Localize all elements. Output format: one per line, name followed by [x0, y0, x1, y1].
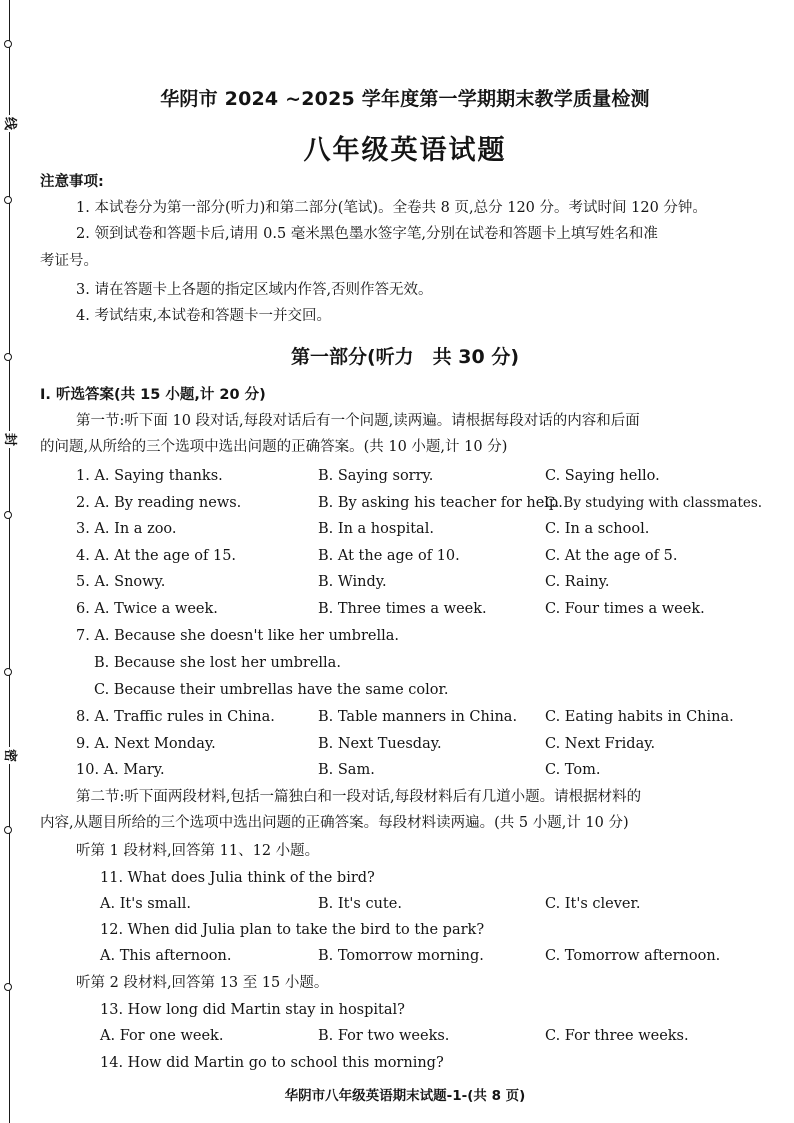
- option-b: B. Next Tuesday.: [318, 736, 442, 752]
- option-c: C. Rainy.: [545, 574, 610, 590]
- option-c: C. At the age of 5.: [545, 548, 678, 564]
- option-c: C. Saying hello.: [545, 468, 660, 484]
- question-row: [40, 599, 770, 619]
- option-a: 6. A. Twice a week.: [76, 601, 218, 617]
- option-b: B. It's cute.: [318, 896, 402, 912]
- option-b: B. Sam.: [318, 762, 375, 778]
- subject-title: 八年级英语试题: [303, 135, 507, 166]
- material-2-instruction: 听第 2 段材料,回答第 13 至 15 小题。: [76, 975, 329, 991]
- option-b: B. At the age of 10.: [318, 548, 460, 564]
- note-item: 3. 请在答题卡上各题的指定区域内作答,否则作答无效。: [76, 282, 433, 298]
- binding-margin: [0, 0, 30, 1123]
- q7-option-a: 7. A. Because she doesn't like her umbrella.: [76, 628, 399, 644]
- option-a: 9. A. Next Monday.: [76, 736, 216, 752]
- section-title: Ⅰ. 听选答案(共 15 小题,计 20 分): [40, 387, 266, 403]
- option-a: 5. A. Snowy.: [76, 574, 166, 590]
- option-b: B. By asking his teacher for help.: [318, 495, 563, 511]
- option-b: B. For two weeks.: [318, 1028, 450, 1044]
- binding-hole-marker: [4, 983, 12, 991]
- question-row: [40, 734, 770, 754]
- option-a: A. For one week.: [100, 1028, 224, 1044]
- note-item-continued: 考证号。: [40, 253, 98, 269]
- question-row: [40, 894, 770, 914]
- q14-stem: 14. How did Martin go to school this morning?: [100, 1055, 444, 1071]
- q13-stem: 13. How long did Martin stay in hospital?: [100, 1002, 405, 1018]
- section2-instructions: 第二节:听下面两段材料,包括一篇独白和一段对话,每段材料后有几道小题。请根据材料的: [76, 789, 642, 805]
- binding-hole-marker: [4, 353, 12, 361]
- section1-instructions-cont: 的问题,从所给的三个选项中选出问题的正确答案。(共 10 小题,计 10 分): [40, 439, 508, 455]
- margin-label-seal: 封: [2, 432, 17, 446]
- question-row: [40, 1026, 770, 1046]
- option-b: B. Tomorrow morning.: [318, 948, 484, 964]
- option-a: 4. A. At the age of 15.: [76, 548, 237, 564]
- option-a: 1. A. Saying thanks.: [76, 468, 223, 484]
- margin-label-secret: 密: [2, 748, 17, 762]
- section2-instructions-cont: 内容,从题目所给的三个选项中选出问题的正确答案。每段材料读两遍。(共 5 小题,计 10 分): [40, 815, 629, 831]
- margin-label-line: 线: [2, 116, 17, 130]
- material-1-instruction: 听第 1 段材料,回答第 11、12 小题。: [76, 843, 320, 859]
- option-c: C. In a school.: [545, 521, 650, 537]
- option-c: C. Tom.: [545, 762, 601, 778]
- question-row: [40, 546, 770, 566]
- option-b: B. Table manners in China.: [318, 709, 518, 725]
- part1-heading: 第一部分(听力 共 30 分): [290, 346, 520, 368]
- q12-stem: 12. When did Julia plan to take the bird to the park?: [100, 922, 485, 938]
- exam-page: [40, 0, 770, 1123]
- question-row: [40, 707, 770, 727]
- binding-hole-marker: [4, 668, 12, 676]
- note-item: 2. 领到试卷和答题卡后,请用 0.5 毫米黑色墨水签字笔,分别在试卷和答题卡上填写姓名和准: [76, 226, 658, 242]
- question-row: [40, 760, 770, 780]
- binding-hole-marker: [4, 511, 12, 519]
- page-footer: 华阴市八年级英语期末试题-1-(共 8 页): [284, 1088, 526, 1104]
- exam-title: 华阴市 2024 ~2025 学年度第一学期期末教学质量检测: [160, 88, 650, 110]
- option-a: 2. A. By reading news.: [76, 495, 242, 511]
- option-b: B. In a hospital.: [318, 521, 434, 537]
- option-c: C. It's clever.: [545, 896, 641, 912]
- option-c: C. For three weeks.: [545, 1028, 689, 1044]
- question-row: [40, 519, 770, 539]
- binding-hole-marker: [4, 196, 12, 204]
- option-b: B. Saying sorry.: [318, 468, 434, 484]
- option-b: B. Windy.: [318, 574, 387, 590]
- option-a: A. It's small.: [100, 896, 192, 912]
- section1-instructions: 第一节:听下面 10 段对话,每段对话后有一个问题,读两遍。请根据每段对话的内容和后面: [76, 413, 640, 429]
- option-c: C. Eating habits in China.: [545, 709, 734, 725]
- q7-option-c: C. Because their umbrellas have the same color.: [94, 682, 449, 698]
- option-b: B. Three times a week.: [318, 601, 487, 617]
- option-c: C. Tomorrow afternoon.: [545, 948, 721, 964]
- option-a: 3. A. In a zoo.: [76, 521, 177, 537]
- question-row: [40, 493, 770, 513]
- note-item: 1. 本试卷分为第一部分(听力)和第二部分(笔试)。全卷共 8 页,总分 120 分。考试时间 120 分钟。: [76, 200, 707, 216]
- notes-heading: 注意事项:: [40, 174, 104, 190]
- option-c: C. Next Friday.: [545, 736, 656, 752]
- binding-hole-marker: [4, 826, 12, 834]
- option-a: 8. A. Traffic rules in China.: [76, 709, 275, 725]
- q7-option-b: B. Because she lost her umbrella.: [94, 655, 341, 671]
- q11-stem: 11. What does Julia think of the bird?: [100, 870, 375, 886]
- option-a: 10. A. Mary.: [76, 762, 165, 778]
- binding-hole-marker: [4, 40, 12, 48]
- option-c: C. By studying with classmates.: [545, 495, 763, 511]
- question-row: [40, 466, 770, 486]
- option-c: C. Four times a week.: [545, 601, 705, 617]
- note-item: 4. 考试结束,本试卷和答题卡一并交回。: [76, 308, 332, 324]
- option-a: A. This afternoon.: [100, 948, 232, 964]
- binding-line: [9, 0, 10, 1123]
- question-row: [40, 572, 770, 592]
- question-row: [40, 946, 770, 966]
